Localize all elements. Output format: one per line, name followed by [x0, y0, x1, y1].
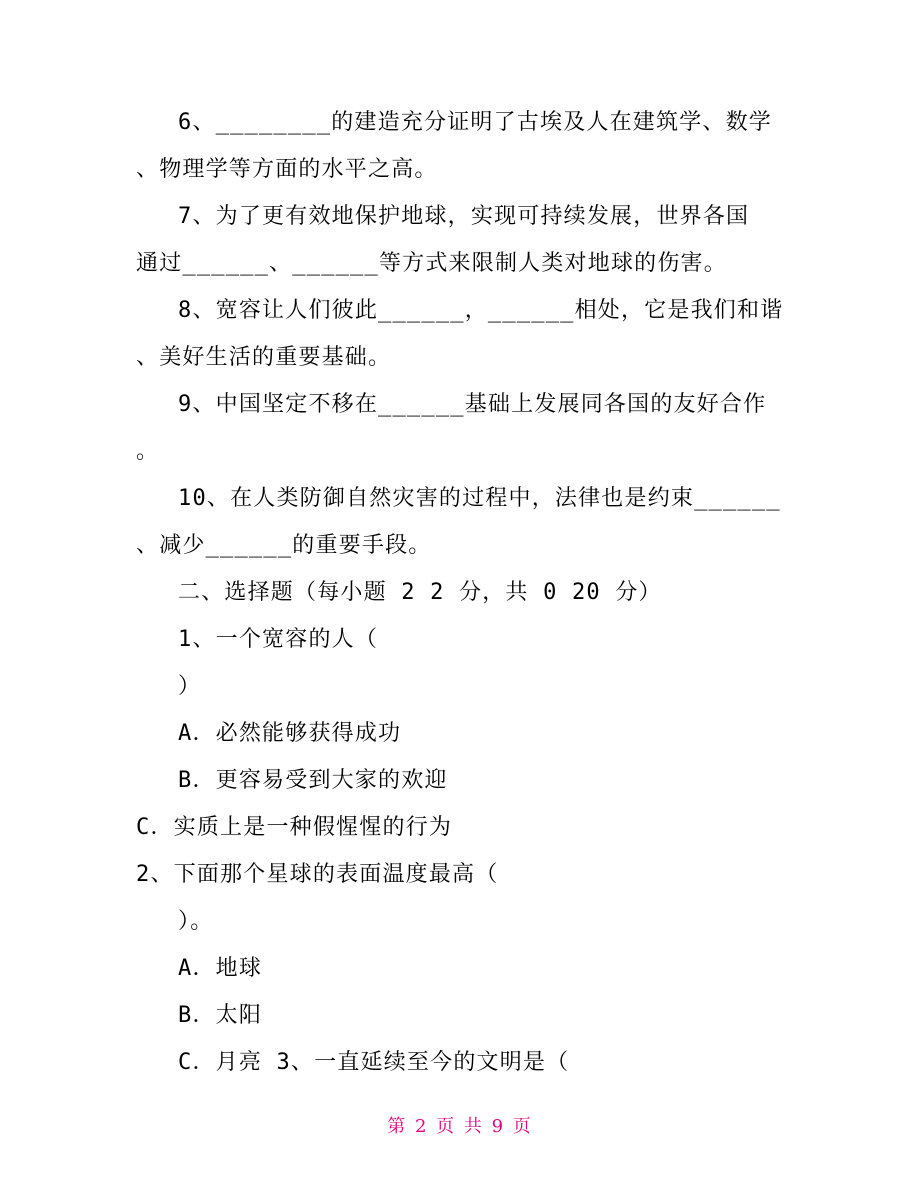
choice-1-option-a: A．必然能够获得成功 [178, 721, 402, 746]
question-9-line-2: 。 [136, 439, 160, 464]
page-number-footer: 第 2 页 共 9 页 [387, 1116, 533, 1137]
question-8-line-1: 8、宽容让人们彼此______，______相处，它是我们和谐 [178, 298, 784, 323]
question-10-line-2: 、减少______的重要手段。 [136, 533, 432, 558]
question-8-line-2: 、美好生活的重要基础。 [136, 345, 392, 370]
choice-question-2-paren: ）。 [178, 909, 214, 934]
question-7-line-1: 7、为了更有效地保护地球，实现可持续发展，世界各国 [178, 204, 750, 229]
question-10-line-1: 10、在人类防御自然灾害的过程中，法律也是约束______ [178, 486, 781, 511]
choice-1-option-b: B．更容易受到大家的欢迎 [178, 768, 448, 793]
choice-question-2: 2、下面那个星球的表面温度最高（ [136, 862, 499, 887]
question-7-line-2: 通过______、______等方式来限制人类对地球的伤害。 [136, 251, 727, 276]
choice-2-option-b: B．太阳 [178, 1003, 263, 1028]
section-heading: 二、选择题（每小题 2 2 分，共 0 20 分） [178, 580, 662, 605]
question-9-line-1: 9、中国坚定不移在______基础上发展同各国的友好合作 [178, 392, 767, 417]
choice-2-option-c-and-question-3: C．月亮 3、一直延续至今的文明是（ [178, 1050, 570, 1075]
choice-1-option-c: C．实质上是一种假惺惺的行为 [136, 815, 453, 840]
choice-question-1: 1、一个宽容的人（ [178, 627, 379, 652]
choice-question-1-paren: ） [178, 674, 202, 699]
question-6-line-1: 6、________的建造充分证明了古埃及人在建筑学、数学 [178, 110, 773, 135]
choice-2-option-a: A．地球 [178, 956, 263, 981]
question-6-line-2: 、物理学等方面的水平之高。 [136, 157, 438, 182]
